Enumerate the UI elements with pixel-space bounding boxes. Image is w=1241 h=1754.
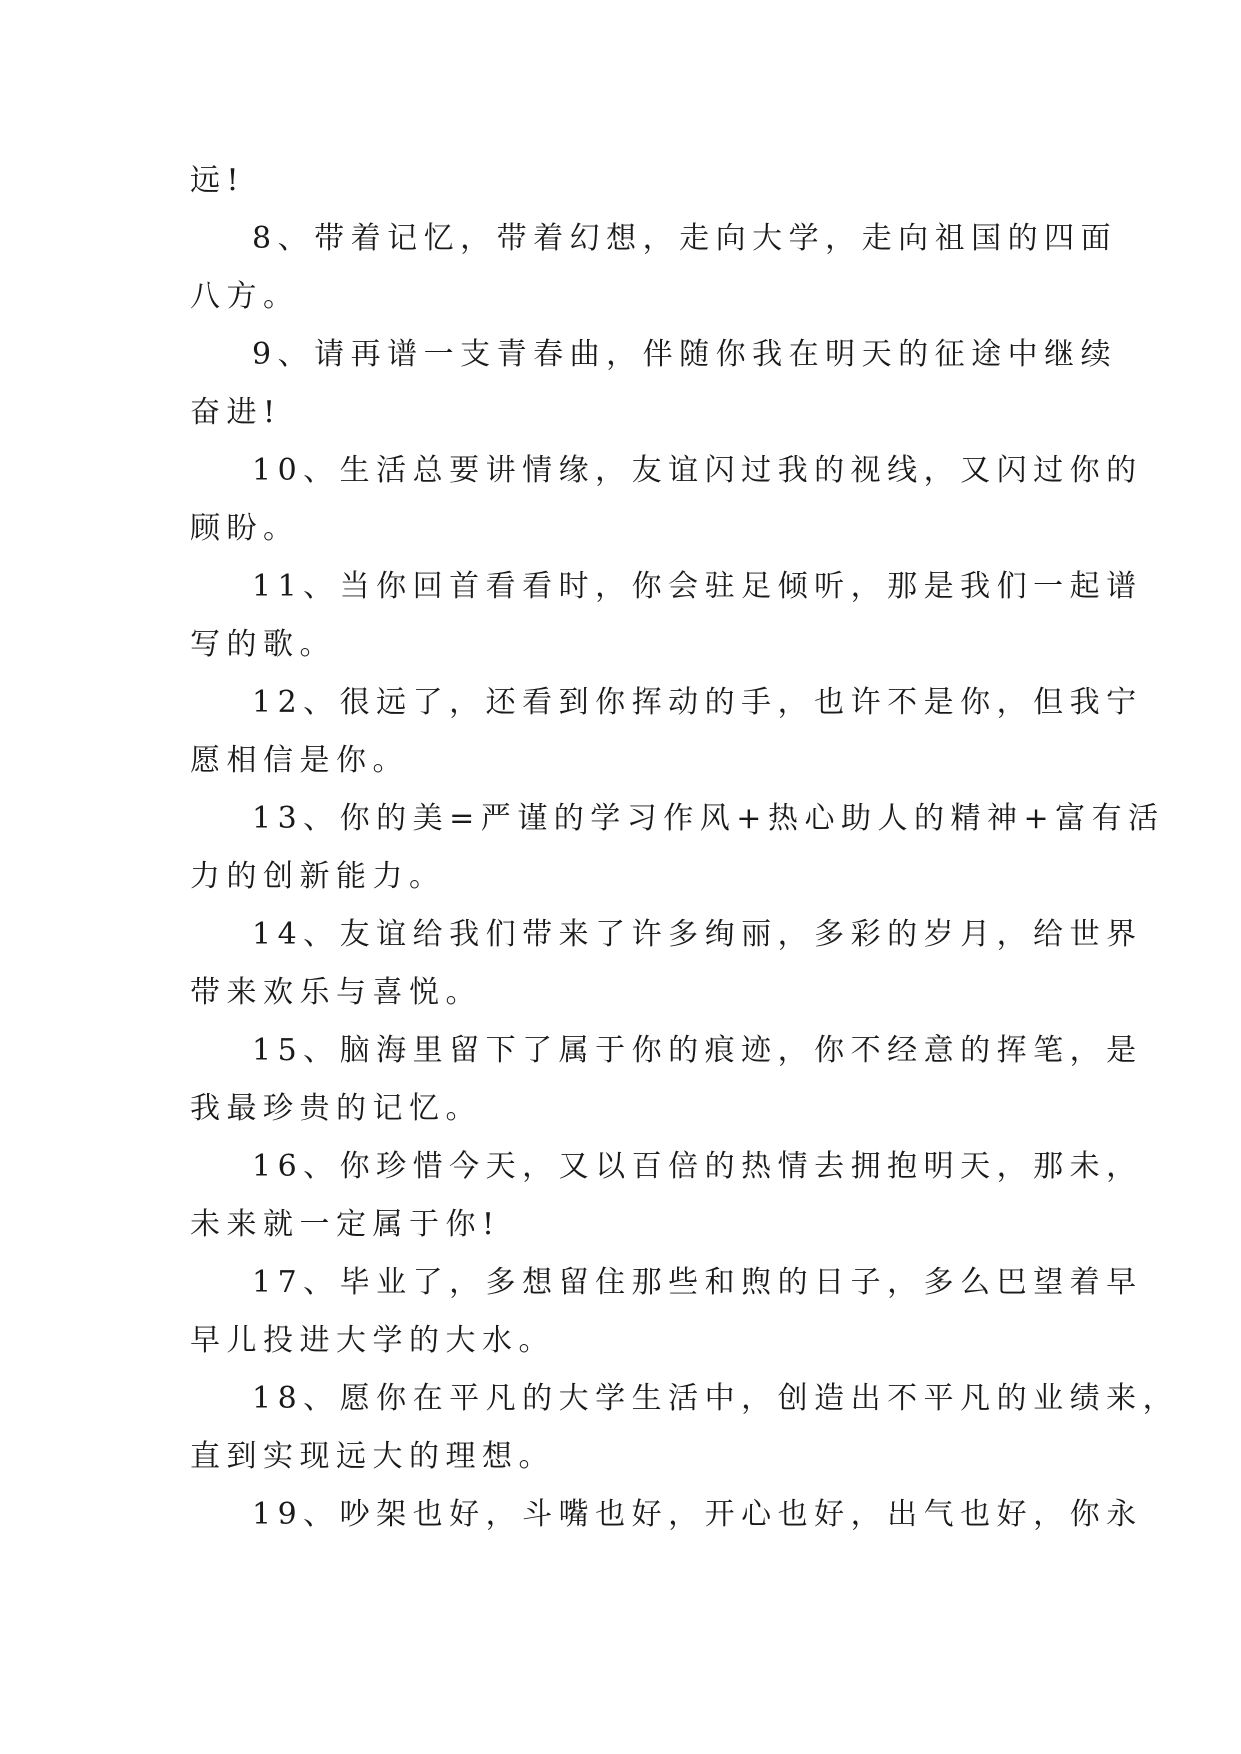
text-line: 14、友谊给我们带来了许多绚丽，多彩的岁月，给世界 xyxy=(252,917,1143,952)
text-line: 12、很远了，还看到你挥动的手，也许不是你，但我宁 xyxy=(252,685,1143,720)
text-line: 8、带着记忆，带着幻想，走向大学，走向祖国的四面 xyxy=(252,221,1118,256)
text-line: 10、生活总要讲情缘，友谊闪过我的视线，又闪过你的 xyxy=(252,453,1143,488)
text-line: 9、请再谱一支青春曲，伴随你我在明天的征途中继续 xyxy=(252,337,1118,372)
text-line: 远! xyxy=(190,163,246,198)
document-body xyxy=(190,152,1180,1544)
text-line: 力的创新能力。 xyxy=(190,859,446,894)
text-line: 11、当你回首看看时，你会驻足倾听，那是我们一起谱 xyxy=(252,569,1143,604)
text-line: 13、你的美=严谨的学习作风+热心助人的精神+富有活 xyxy=(252,801,1165,836)
text-line: 15、脑海里留下了属于你的痕迹，你不经意的挥笔，是 xyxy=(252,1033,1143,1068)
text-line: 直到实现远大的理想。 xyxy=(190,1439,555,1474)
text-line: 18、愿你在平凡的大学生活中，创造出不平凡的业绩来， xyxy=(252,1381,1180,1416)
text-line: 我最珍贵的记忆。 xyxy=(190,1091,482,1126)
text-line: 未来就一定属于你! xyxy=(190,1207,501,1242)
text-line: 19、吵架也好，斗嘴也好，开心也好，出气也好，你永 xyxy=(252,1497,1143,1532)
text-line: 奋进! xyxy=(190,395,282,430)
text-line: 17、毕业了，多想留住那些和煦的日子，多么巴望着早 xyxy=(252,1265,1143,1300)
text-line: 带来欢乐与喜悦。 xyxy=(190,975,482,1010)
text-line: 早儿投进大学的大水。 xyxy=(190,1323,555,1358)
text-line: 八方。 xyxy=(190,279,300,314)
text-line: 16、你珍惜今天，又以百倍的热情去拥抱明天，那未， xyxy=(252,1149,1143,1184)
text-line: 顾盼。 xyxy=(190,511,300,546)
text-line: 写的歌。 xyxy=(190,627,336,662)
text-line: 愿相信是你。 xyxy=(190,743,409,778)
